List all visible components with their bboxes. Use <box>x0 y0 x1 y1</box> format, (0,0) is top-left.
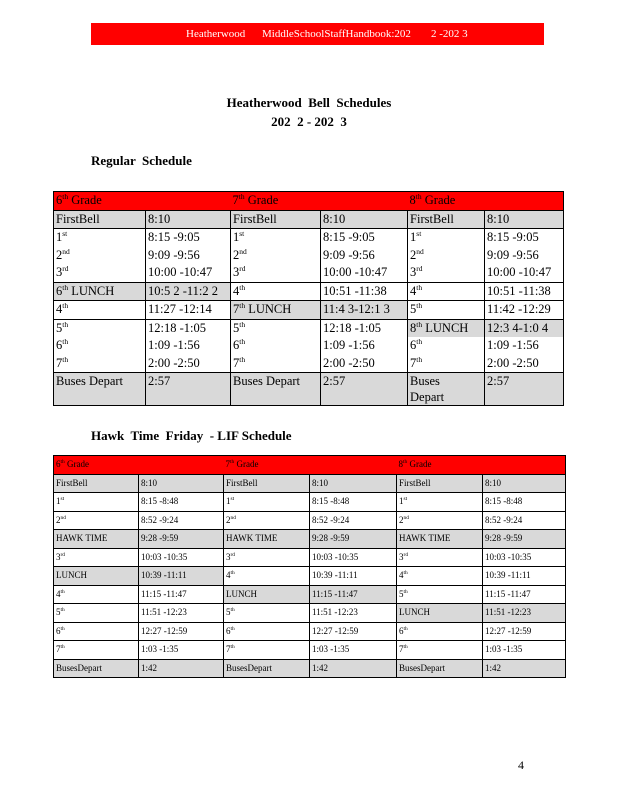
period-time: 11:51 -12:23 <box>139 604 224 623</box>
period-time: 2:57 <box>146 373 231 406</box>
period-label: 7th <box>397 641 483 660</box>
period-time: 11:15 -11:47 <box>139 585 224 604</box>
period-label: FirstBell <box>397 474 483 493</box>
period-label: 3rd <box>408 264 485 282</box>
period-time: 8:10 <box>321 210 408 229</box>
period-label: 1st <box>397 493 483 512</box>
period-time: 8:15 -9:05 <box>321 229 408 247</box>
period-time: 11:4 3-12:1 3 <box>321 301 408 320</box>
period-time: 11:42 -12:29 <box>485 301 564 320</box>
period-time: 1:09 -1:56 <box>321 337 408 355</box>
grade-header: 6th Grade <box>54 456 224 475</box>
schedule-row <box>54 337 564 355</box>
period-time: 8:52 -9:24 <box>310 511 397 530</box>
banner-handbook: MiddleSchoolStaffHandbook:202 <box>262 28 411 40</box>
period-label: Buses Depart <box>231 373 321 406</box>
schedule-row <box>54 474 566 493</box>
period-time: 2:00 -2:50 <box>321 355 408 373</box>
period-time: 9:09 -9:56 <box>487 247 539 262</box>
page-subtitle: 202 2 - 202 3 <box>271 114 347 129</box>
period-time: 10:39 -11:11 <box>310 567 397 586</box>
grade-header: 7th Grade <box>231 192 408 211</box>
period-time: 8:10 <box>310 474 397 493</box>
period-time: 1:42 <box>139 659 224 678</box>
schedule-row <box>54 641 566 660</box>
period-label: 4th <box>54 301 146 320</box>
period-label: 3rd <box>231 264 321 282</box>
period-time: 1:42 <box>310 659 397 678</box>
regular-schedule-table <box>53 191 564 406</box>
period-label: 1st <box>54 493 139 512</box>
period-label: Buses Depart <box>408 373 485 406</box>
period-time: 10:51 -11:38 <box>485 282 564 301</box>
period-time: 10:5 2 -11:2 2 <box>146 282 231 301</box>
banner-years: 2 -202 3 <box>431 28 468 40</box>
hawk-time-schedule-table <box>53 455 566 678</box>
period-label: 3rd <box>224 548 310 567</box>
period-label: FirstBell <box>224 474 310 493</box>
grade-header: 7th Grade <box>224 456 397 475</box>
period-label: 6th <box>231 337 321 355</box>
period-label: 7th <box>408 355 485 373</box>
period-time: 1:42 <box>483 659 566 678</box>
period-label: Buses Depart <box>54 373 146 406</box>
period-time: 8:15 -8:48 <box>483 493 566 512</box>
schedule-row <box>54 530 566 549</box>
period-time: 10:51 -11:38 <box>321 282 408 301</box>
period-time: 1:03 -1:35 <box>139 641 224 660</box>
schedule-row <box>54 282 564 301</box>
period-label: 2nd <box>54 511 139 530</box>
period-label: 3rd <box>54 264 146 282</box>
period-label: 2nd <box>231 247 321 265</box>
period-time: 11:51 -12:23 <box>310 604 397 623</box>
period-time: 12:27 -12:59 <box>483 622 566 641</box>
period-label: FirstBell <box>408 210 485 229</box>
period-time: 2:00 -2:50 <box>146 355 231 373</box>
period-time: 10:03 -10:35 <box>310 548 397 567</box>
period-label: 2nd <box>224 511 310 530</box>
period-time: 2:00 -2:50 <box>487 355 539 370</box>
period-label: 3rd <box>397 548 483 567</box>
schedule-row <box>54 247 564 265</box>
period-time: 9:09 -9:56 <box>146 247 231 265</box>
period-label: 4th <box>224 567 310 586</box>
period-label: 6th <box>408 337 485 355</box>
period-time: 8:10 <box>146 210 231 229</box>
period-label: 8th LUNCH <box>408 319 485 337</box>
period-time: 12:27 -12:59 <box>139 622 224 641</box>
period-label: HAWK TIME <box>54 530 139 549</box>
page-title: Heatherwood Bell Schedules <box>226 95 392 110</box>
period-time: 1:03 -1:35 <box>310 641 397 660</box>
banner-school: Heatherwood <box>186 28 246 40</box>
period-time: 10:03 -10:35 <box>139 548 224 567</box>
period-label: 7th <box>224 641 310 660</box>
period-label: 6th <box>54 337 146 355</box>
period-time: 11:15 -11:47 <box>310 585 397 604</box>
period-label: BusesDepart <box>54 659 139 678</box>
grade-header: 6th Grade <box>54 192 231 211</box>
schedule-row <box>54 373 564 406</box>
period-time: 10:00 -10:47 <box>487 265 552 279</box>
period-label: 3rd <box>54 548 139 567</box>
schedule-row <box>54 511 566 530</box>
period-time: 1:09 -1:56 <box>487 338 539 352</box>
period-time: 10:39 -11:11 <box>139 567 224 586</box>
period-time: 11:15 -11:47 <box>483 585 566 604</box>
period-time: 2:57 <box>321 373 408 406</box>
period-label: 1st <box>408 229 485 247</box>
period-time: 10:03 -10:35 <box>483 548 566 567</box>
period-label: 4th <box>397 567 483 586</box>
period-time: 12:27 -12:59 <box>310 622 397 641</box>
period-time: 8:15 -9:05 <box>146 229 231 247</box>
period-label: BusesDepart <box>224 659 310 678</box>
period-label: 5th <box>408 301 485 320</box>
period-label: 4th <box>408 282 485 301</box>
period-label: HAWK TIME <box>397 530 483 549</box>
schedule-row <box>54 622 566 641</box>
schedule-row <box>54 301 564 320</box>
period-label: LUNCH <box>54 567 139 586</box>
period-label: 5th <box>231 319 321 337</box>
period-label: 5th <box>397 585 483 604</box>
period-label: 2nd <box>408 247 485 265</box>
period-label: 2nd <box>54 247 146 265</box>
period-time: 9:28 -9:59 <box>310 530 397 549</box>
period-label: 6th <box>397 622 483 641</box>
schedule-row <box>54 229 564 247</box>
period-time: 1:09 -1:56 <box>146 337 231 355</box>
period-label: 1st <box>224 493 310 512</box>
period-time: 10:39 -11:11 <box>483 567 566 586</box>
period-time: 12:3 4-1:0 4 <box>485 319 564 337</box>
period-label: LUNCH <box>224 585 310 604</box>
grade-header: 8th Grade <box>397 456 566 475</box>
period-label: 5th <box>54 319 146 337</box>
period-time: 8:52 -9:24 <box>139 511 224 530</box>
schedule-row <box>54 319 564 337</box>
schedule-row <box>54 548 566 567</box>
period-label: 2nd <box>397 511 483 530</box>
period-label: 7th LUNCH <box>231 301 321 320</box>
grade-header: 8th Grade <box>408 192 564 211</box>
hawk-schedule-heading: Hawk Time Friday - LIF Schedule <box>91 428 292 443</box>
period-label: 6th LUNCH <box>54 282 146 301</box>
period-time: 8:15 -8:48 <box>139 493 224 512</box>
period-time: 10:00 -10:47 <box>146 264 231 282</box>
period-label: FirstBell <box>231 210 321 229</box>
period-time: 8:52 -9:24 <box>483 511 566 530</box>
schedule-row <box>54 355 564 373</box>
period-label: 6th <box>54 622 139 641</box>
period-label: 1st <box>54 229 146 247</box>
schedule-row <box>54 585 566 604</box>
period-time: 10:00 -10:47 <box>321 264 408 282</box>
period-label: LUNCH <box>397 604 483 623</box>
period-label: 1st <box>231 229 321 247</box>
period-time: 11:51 -12:23 <box>483 604 566 623</box>
period-time: 11:27 -12:14 <box>146 301 231 320</box>
period-time: 12:18 -1:05 <box>321 319 408 337</box>
period-time: 1:03 -1:35 <box>483 641 566 660</box>
period-label: 7th <box>54 641 139 660</box>
period-label: 7th <box>231 355 321 373</box>
period-label: FirstBell <box>54 210 146 229</box>
regular-schedule-heading: Regular Schedule <box>91 153 192 168</box>
schedule-row <box>54 604 566 623</box>
period-label: BusesDepart <box>397 659 483 678</box>
period-time: 8:15 -9:05 <box>485 229 564 247</box>
period-label: FirstBell <box>54 474 139 493</box>
period-label: 7th <box>54 355 146 373</box>
period-label: 5th <box>224 604 310 623</box>
period-time: 8:10 <box>139 474 224 493</box>
period-label: 6th <box>224 622 310 641</box>
period-label: HAWK TIME <box>224 530 310 549</box>
period-time: 9:28 -9:59 <box>483 530 566 549</box>
period-time: 8:10 <box>483 474 566 493</box>
period-label: 5th <box>54 604 139 623</box>
header-banner <box>91 23 544 45</box>
schedule-row <box>54 210 564 229</box>
period-time: 9:09 -9:56 <box>321 247 408 265</box>
period-time: 8:10 <box>485 210 564 229</box>
period-time: 2:57 <box>485 373 564 406</box>
period-time: 12:18 -1:05 <box>146 319 231 337</box>
period-label: 4th <box>54 585 139 604</box>
page-number: 4 <box>518 758 524 772</box>
period-label: 4th <box>231 282 321 301</box>
period-time: 9:28 -9:59 <box>139 530 224 549</box>
period-time: 8:15 -8:48 <box>310 493 397 512</box>
schedule-row <box>54 264 564 282</box>
schedule-row <box>54 659 566 678</box>
schedule-row <box>54 493 566 512</box>
schedule-row <box>54 567 566 586</box>
